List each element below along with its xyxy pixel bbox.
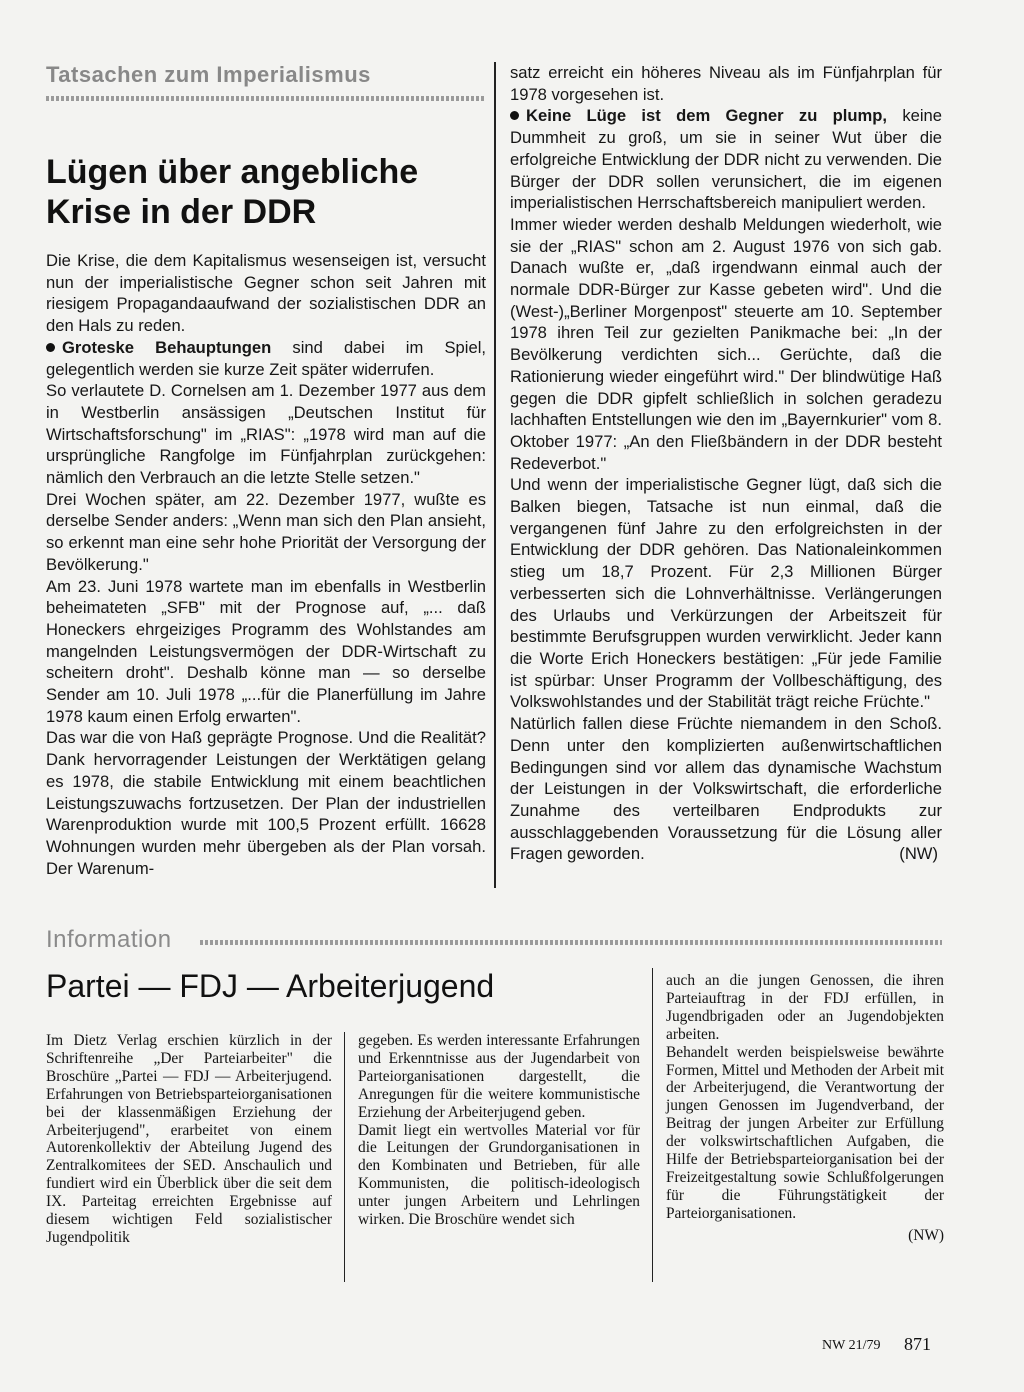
paragraph: Im Dietz Verlag erschien kürzlich in der Schriftenreihe „Der Parteiarbeiter" die Broschüre „Partei — FDJ — Arbeiterjugend. Erfahrungen von Betriebsparteiorganisationen bei der klassenmäßigen Erziehung der Arbeiterjugend", erarbeitet von einem Autorenkollektiv der Abteilung Jugend des Zentralkomitees der SED. Anschaulich und fundiert wird ein Überblick über die seit dem IX. Parteitag erreichten Ergebnisse auf diesem wichtigen Feld sozialistischer Jugendpolitik [46,1032,332,1246]
author-signature: (NW) [908,1226,944,1244]
section-kicker: Tatsachen zum Imperialismus [46,62,371,87]
column-divider [344,1032,345,1282]
article-right-column [510,62,942,865]
article-headline: Partei — FDJ — Arbeiterjugend [46,968,495,1004]
bold-lead: Keine Lüge ist dem Gegner zu plump, [526,106,888,126]
paragraph: Die Krise, die dem Kapitalismus wesenseigen ist, versucht nun der imperialistische Gegner schon seit Jahren mit riesigem Propagandaaufwand der sozialistischen DDR an den Hals zu reden. [46,251,486,336]
bold-lead: Groteske Behauptungen [62,337,272,357]
page-number: 871 [904,1334,931,1354]
kicker-rule [46,96,486,101]
paragraph [510,713,942,865]
paragraph: Am 23. Juni 1978 wartete man im ebenfalls in Westberlin beheimateten „SFB" mit der Prognose auf, „... daß Honeckers ehrgeiziges Programm des Wohlstandes am mangelnden Leistungsvermögen der DDR-Wirtschaft zu scheitern droht". Deshalb könne man — so derselbe Sender am 10. Juli 1978 „...für die Planerfüllung im Jahre 1978 kaum einen Erfolg erwarten". [46,576,486,726]
column-divider [652,968,653,1282]
paragraph-text: keine Dummheit zu groß, um sie in seiner Wut über die erfolgreiche Entwicklung der DDR nicht zu verwenden. Die Bürger der DDR sollen verunsichert, die im eigenen imperialistischen Herrschaftsbereich manipuliert werden. [510,106,943,213]
bullet-icon [510,111,519,120]
paragraph: gegeben. Es werden interessante Erfahrungen und Erkenntnisse aus der Jugendarbeit von Parteiorganisationen dargestellt, die Anregungen für die weitere kommunistische Erziehung der Arbeiterjugend geben. [358,1032,640,1121]
paragraph-text: sind dabei im Spiel, gelegentlich werden sie kurze Zeit später widerrufen. [46,337,486,379]
paragraph [46,337,486,380]
paragraph: Immer wieder werden deshalb Meldungen wiederholt, wie sie der „RIAS" schon am 2. August 1976 von sich gab. Danach wußte er, „daß irgendwann einmal auch der normale DDR-Bürger zur Kasse gebeten wird". Und die (West-)„Berliner Morgenpost" steuerte am 10. September 1978 ihren Teil zur gezielten Panikmache bei: „In der Bevölkerung verdichten sich... Gerüchte, daß die Rationierung wieder eingeführt wird." Der blindwütige Haß gegen die DDR gipfelt schließlich in solchen geradezu lachhaften Entstellungen wie den im „Bayernkurier" vom 8. Oktober 1977: „An den Fließbändern in der DDR besteht Redeverbot." [510,214,942,473]
paragraph: auch an die jungen Genossen, die ihren Parteiauftrag in der FDJ erfüllen, in Jugendbrigaden oder an Jugendobjekten arbeiten. [666,972,944,1043]
paragraph: Drei Wochen später, am 22. Dezember 1977, wußte es derselbe Sender anders: „Wenn man sich den Plan ansieht, so erkennt man eine sehr hohe Priorität der Versorgung der Bevölkerung." [46,489,486,574]
bullet-icon [46,343,55,352]
paragraph: So verlautete D. Cornelsen am 1. Dezember 1977 aus dem in Westberlin ansässigen „Deutschen Institut für Wirtschaftsforschung" im „RIAS": „1978 wird man auf die ursprüngliche Rangfolge im Fünfjahrplan zurückgehen: nämlich den Verbrauch an die letzte Stelle setzen." [46,381,486,488]
paragraph: Behandelt werden beispielsweise bewährte Formen, Mittel und Methoden der Arbeit mit der Arbeiterjugend, die Verantwortung der jungen Genossen im Jugendverband, der Beitrag der jungen Arbeiter zur Erfüllung der volkswirtschaftlichen Aufgaben, die Hilfe der Betriebsparteiorganisation bei der Freizeitgestaltung sowie Schlußfolgerungen für die Führungstätigkeit der Parteiorganisationen. [666,1043,944,1222]
article-left-column [46,250,486,879]
bottom-column-2 [358,1032,640,1229]
paragraph: Damit liegt ein wertvolles Material vor für die Leitungen der Grundorganisationen in den Kombinaten und Betrieben, für alle Kommunisten, die politisch-ideologisch unter jungen Arbeitern und Lehrlingen wirken. Die Broschüre wendet sich [358,1121,640,1229]
paragraph: Und wenn der imperialistische Gegner lügt, daß sich die Balken biegen, Tatsache ist nun einmal, daß die vergangenen fünf Jahre zu den erfolgreichsten in der Entwicklung der DDR gehören. Das Nationaleinkommen stieg um 18,7 Prozent. Für 2,3 Millionen Bürger verbesserten sich die Lohnverhältnisse. Verlängerungen des Urlaubs und Verkürzungen der Arbeitszeit für bestimmte Berufsgruppen wurden verwirklicht. Jeder kann die Worte Erich Honeckers bestätigen: „Für jede Familie ist spürbar: Unser Programm der Vollbeschäftigung, des Volkswohlstandes und der Stabilität trägt reiche Früchte." [510,475,942,712]
paragraph [510,105,942,214]
headline-line-1: Lügen über angebliche [46,153,419,191]
section-rule [200,940,942,945]
bottom-column-3 [666,972,944,1245]
author-signature: (NW) [899,844,938,864]
section-title: Information [46,926,172,953]
paragraph: Das war die von Haß geprägte Prognose. Und die Realität? Dank hervorragender Leistungen der Werktätigen gelang es 1978, die stabile Entwicklung mit einem beachtlichen Leistungszuwachs fortzusetzen. Der Plan der industriellen Warenproduktion wurde mit 100,5 Prozent erfüllt. 16628 Wohnungen wurden mehr übergeben als der Plan vorsah. Der Warenum- [46,728,486,878]
issue-reference: NW 21/79 [822,1338,881,1353]
bottom-column-1 [46,1032,332,1247]
paragraph-text: Natürlich fallen diese Früchte niemandem in den Schoß. Denn unter den komplizierten außenwirtschaftlichen Bedingungen sind vor allem das dynamische Wachstum der Leistungen in der Volkswirtschaft, die erforderliche Zunahme des verteilbaren Endprodukts zur ausschlaggebenden Voraussetzung für die Lösung aller Fragen geworden. [510,714,942,864]
article-headline [46,152,486,232]
headline-line-2: Krise in der DDR [46,193,317,231]
column-divider [494,62,496,888]
paragraph: satz erreicht ein höheres Niveau als im Fünfjahrplan für 1978 vorgesehen ist. [510,63,942,104]
